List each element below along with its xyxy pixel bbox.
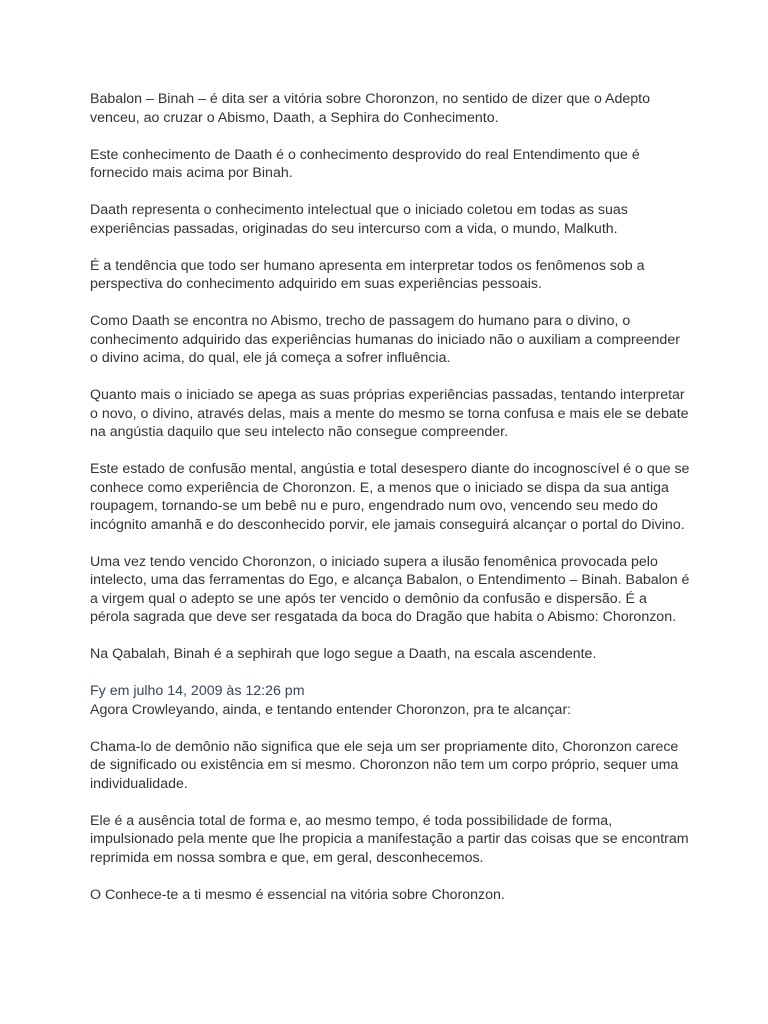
- paragraph-tendency: É a tendência que todo ser humano apresenta em interpretar todos os fenômenos sob a perspectiva do conhecimento adquirido em suas experiências pessoais.: [90, 257, 645, 292]
- paragraph-babalon-binah: Babalon – Binah – é dita ser a vitória sobre Choronzon, no sentido de dizer que o Adepto venceu, ao cruzar o Abismo, Daath, a Sephira do Conhecimento.: [90, 91, 650, 126]
- paragraph-demon-meaning: Chama-lo de demônio não significa que ele seja um ser propriamente dito, Choronzon carece de significado ou existência em si mesmo. Choronzon não tem um corpo próprio, sequer uma individualidade.: [90, 738, 679, 792]
- document-body: [90, 90, 690, 923]
- paragraph-know-thyself: O Conhece-te a ti mesmo é essencial na vitória sobre Choronzon.: [90, 886, 505, 903]
- paragraph-confusion-state: Este estado de confusão mental, angústia e total desespero diante do incognoscível é o que se conhece como experiência de Choronzon. E, a menos que o iniciado se dispa da sua antiga roupagem, tornando-se um bebê nu e puro, engendrado num ovo, vencendo seu medo do incógnito amanhã e do desconhecido porvir, ele jamais conseguirá alcançar o portal do Divino.: [90, 461, 690, 533]
- paragraph-daath-intellectual: Daath representa o conhecimento intelectual que o iniciado coletou em todas as suas experiências passadas, originadas do seu intercurso com a vida, o mundo, Malkuth.: [90, 202, 628, 237]
- paragraph-qabalah: Na Qabalah, Binah é a sephirah que logo segue a Daath, na escala ascendente.: [90, 646, 597, 662]
- paragraph-daath-knowledge: Este conhecimento de Daath é o conhecimento desprovido do real Entendimento que é fornecido mais acima por Binah.: [90, 146, 640, 181]
- paragraph-victory: Uma vez tendo vencido Choronzon, o iniciado supera a ilusão fenomênica provocada pelo intelecto, uma das ferramentas do Ego, e alcança Babalon, o Entendimento – Binah. Babalon é a virgem qual o adepto se une após ter vencido o demônio da confusão e dispersão. É a pérola sagrada que deve ser resgatada da boca do Dragão que habita o Abismo: Choronzon.: [90, 553, 690, 625]
- post-meta: Fy em julho 14, 2009 às 12:26 pm: [90, 683, 305, 699]
- paragraph-abyss: Como Daath se encontra no Abismo, trecho de passagem do humano para o divino, o conhecimento adquirido das experiências humanas do iniciado não o auxiliam a compreender o divino acima, do qual, ele já começa a sofrer influência.: [90, 313, 680, 366]
- paragraph-absence-of-form: Ele é a ausência total de forma e, ao mesmo tempo, é toda possibilidade de forma, impulsionado pela mente que lhe propicia a manifestação a partir das coisas que se encontram reprimida em nossa sombra e que, em geral, desconhecemos.: [90, 812, 689, 866]
- paragraph-past-experiences: Quanto mais o iniciado se apega as suas próprias experiências passadas, tentando interpretar o novo, o divino, através delas, mais a mente do mesmo se torna confusa e mais ele se debate na angústia daquilo que seu intelecto não consegue compreender.: [90, 387, 689, 440]
- post-intro: Agora Crowleyando, ainda, e tentando entender Choronzon, pra te alcançar:: [90, 701, 572, 718]
